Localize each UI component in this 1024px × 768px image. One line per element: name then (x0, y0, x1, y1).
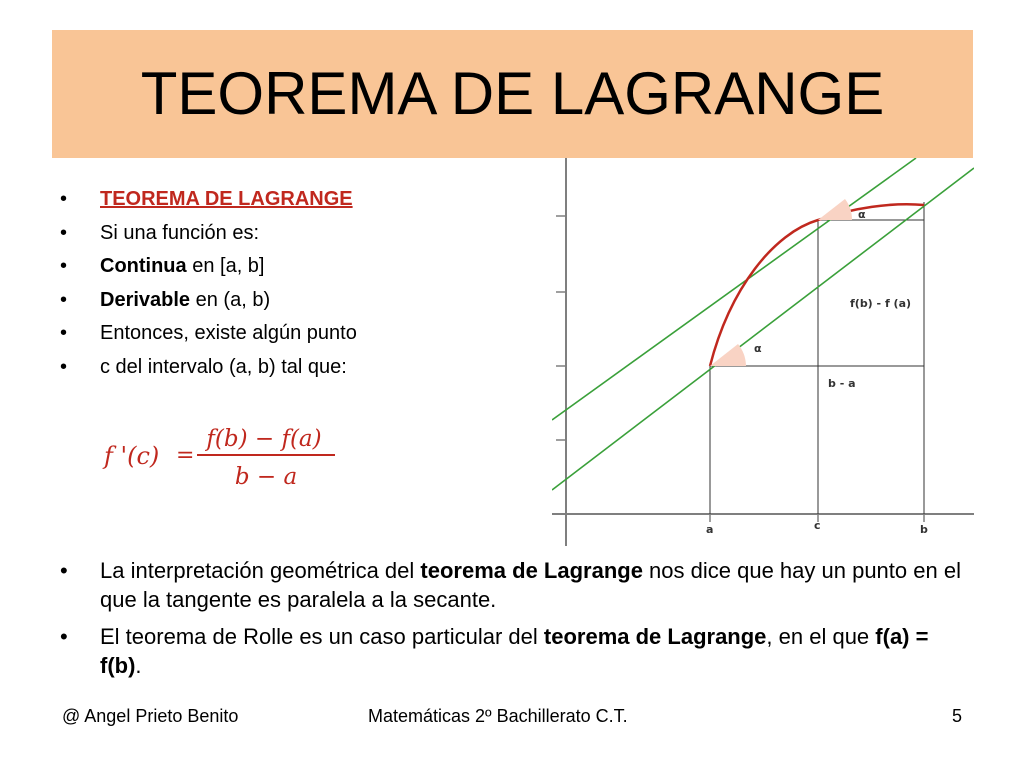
paragraph-text: nos dice que hay un punto en el que la tangente es paralela a la secante. (100, 558, 961, 612)
formula-numerator: f(b) − f(a) (206, 426, 322, 452)
bullet-item (60, 250, 480, 284)
bullet-item (60, 351, 480, 385)
footer-author: @ Angel Prieto Benito (62, 706, 239, 726)
x-label-a: a (706, 523, 714, 536)
bullet-dot: • (60, 288, 68, 311)
paragraph-text: , en el que (766, 624, 876, 649)
bullet-text: en (a, b) (190, 288, 271, 311)
x-label-c: c (814, 519, 821, 532)
footer-course: Matemáticas 2º Bachillerato C.T. (368, 706, 628, 726)
bullet-text: c del intervalo (a, b) tal que: (100, 355, 347, 378)
y-axis-ticks (556, 216, 566, 440)
bullet-list (60, 183, 480, 384)
footer-page-number: 5 (952, 706, 963, 726)
bullet-dot: • (60, 322, 68, 344)
title-bar (52, 30, 973, 158)
paragraph-text: La interpretación geométrica del (100, 558, 421, 583)
bullet-text: en [a, b] (186, 255, 265, 277)
bullet-dot: • (60, 355, 68, 378)
bullet-bold: Continua (100, 255, 187, 277)
alpha-label-lower: α (754, 342, 762, 355)
fraction-bar (197, 454, 335, 456)
angle-arc-upper (818, 199, 852, 220)
alpha-label-upper: α (858, 208, 866, 221)
bullet-item (60, 317, 480, 351)
formula-denominator: b − a (234, 464, 298, 490)
paragraph-bold: teorema de Lagrange (420, 558, 643, 583)
bullet-dot: • (60, 558, 68, 583)
x-label-b: b (920, 523, 928, 536)
bullet-dot: • (60, 255, 68, 277)
formula-equals: = (176, 443, 195, 468)
paragraph-bold: f(a) = f(b) (100, 624, 929, 678)
lagrange-formula (100, 420, 360, 492)
bottom-bullet-list (60, 556, 970, 688)
bullet-dot: • (60, 624, 68, 649)
paragraph-text: . (135, 653, 142, 678)
bullet-item (60, 183, 480, 217)
bullet-bold: Derivable (100, 288, 191, 311)
bullet-item (60, 622, 970, 680)
bullet-item (60, 284, 480, 318)
formula-lhs: f '(c) (104, 442, 160, 470)
bullet-text: Entonces, existe algún punto (100, 322, 357, 344)
lagrange-graph (552, 158, 974, 546)
paragraph-bold: teorema de Lagrange (543, 624, 767, 649)
bullet-text: Si una función es: (100, 221, 259, 244)
subtitle-heading: TEOREMA DE LAGRANGE (100, 188, 353, 210)
secant-line (552, 168, 974, 490)
run-label: b - a (828, 377, 856, 390)
bullet-dot: • (60, 188, 68, 210)
bullet-item (60, 217, 480, 251)
tangent-line (552, 158, 916, 420)
bullet-item (60, 556, 970, 614)
slide-title: TEOREMA DE LAGRANGE (140, 60, 885, 127)
paragraph-text: El teorema de Rolle es un caso particular del (100, 624, 544, 649)
rise-label: f(b) - f (a) (850, 297, 912, 310)
bullet-dot: • (60, 221, 68, 244)
